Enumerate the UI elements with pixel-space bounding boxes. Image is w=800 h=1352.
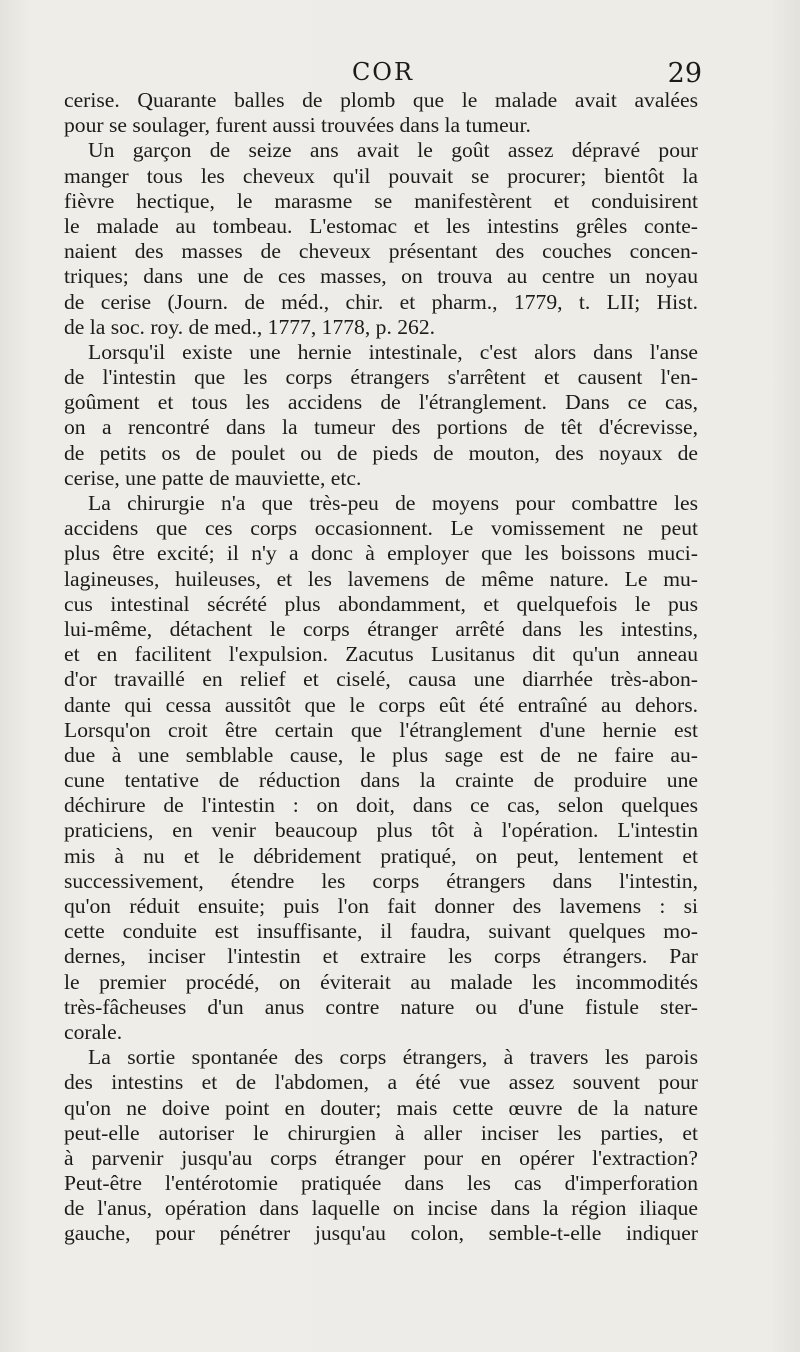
text-line: naient des masses de cheveux présentant des couches concen- [64, 239, 698, 264]
text-line: triques; dans une de ces masses, on trouva au centre un noyau [64, 264, 698, 289]
text-line: successivement, étendre les corps étrangers dans l'intestin, [64, 868, 698, 893]
text-line: lui-même, détachent le corps étranger arrêté dans les intestins, [64, 616, 698, 641]
text-line: Lorsqu'il existe une hernie intestinale, c'est alors dans l'anse [88, 339, 698, 364]
text-line: peut-elle autoriser le chirurgien à aller inciser les parties, et [64, 1120, 698, 1145]
text-line: mis à nu et le débridement pratiqué, on peut, lentement et [64, 843, 698, 868]
text-line: accidens que ces corps occasionnent. Le vomissement ne peut [64, 516, 698, 541]
text-line: fièvre hectique, le marasme se manifestèrent et conduisirent [64, 188, 698, 213]
text-line: très-fâcheuses d'un anus contre nature ou d'une fistule ster- [64, 994, 698, 1019]
body-text [64, 88, 698, 1247]
page-header [64, 58, 702, 92]
text-line: praticiens, en venir beaucoup plus tôt à l'opération. L'intestin [64, 818, 698, 843]
text-line: gauche, pour pénétrer jusqu'au colon, semble-t-elle indiquer [64, 1221, 698, 1246]
text-line: de la soc. roy. de med., 1777, 1778, p. 262. [64, 314, 436, 339]
text-line: cette conduite est insuffisante, il faudra, suivant quelques mo- [64, 919, 698, 944]
text-line: de l'anus, opération dans laquelle on incise dans la région iliaque [64, 1196, 698, 1221]
text-line: due à une semblable cause, le plus sage est de ne faire au- [64, 742, 698, 767]
text-line: Lorsqu'on croit être certain que l'étranglement d'une hernie est [64, 717, 698, 742]
text-line: qu'on réduit ensuite; puis l'on fait donner des lavemens : si [64, 894, 698, 918]
text-line: des intestins et de l'abdomen, a été vue assez souvent pour [64, 1070, 698, 1095]
text-line: cerise. Quarante balles de plomb que le malade avait avalées [64, 88, 698, 112]
text-line: goûment et tous les accidens de l'étranglement. Dans ce cas, [64, 390, 698, 415]
text-line: dante qui cessa aussitôt que le corps eût été entraîné au dehors. [64, 692, 698, 717]
text-line: à parvenir jusqu'au corps étranger pour en opérer l'extraction? [64, 1145, 698, 1170]
text-line: La chirurgie n'a que très-peu de moyens pour combattre les [88, 491, 698, 515]
text-line: de petits os de poulet ou de pieds de mouton, des noyaux de [64, 440, 698, 465]
text-line: on a rencontré dans la tumeur des portions de têt d'écrevisse, [64, 415, 698, 440]
text-line: le malade au tombeau. L'estomac et les intestins grêles conte- [64, 213, 698, 238]
text-line: cune tentative de réduction dans la crainte de produire une [64, 768, 698, 793]
page-number: 29 [667, 58, 702, 89]
text-line: pour se soulager, furent aussi trouvées dans la tumeur. [64, 113, 531, 138]
text-line: qu'on ne doive point en douter; mais cette œuvre de la nature [64, 1095, 698, 1120]
text-line: Peut-être l'entérotomie pratiquée dans les cas d'imperforation [64, 1171, 698, 1196]
text-line: de cerise (Journ. de méd., chir. et pharm., 1779, t. LII; Hist. [64, 289, 698, 314]
text-line: cerise, une patte de mauviette, etc. [64, 465, 362, 490]
text-line: d'or travaillé en relief et ciselé, causa une diarrhée très-abon- [64, 667, 698, 692]
text-line: La sortie spontanée des corps étrangers, à travers les parois [88, 1045, 698, 1070]
text-line: Un garçon de seize ans avait le goût assez dépravé pour [88, 138, 698, 163]
text-line: et en facilitent l'expulsion. Zacutus Lusitanus dit qu'un anneau [64, 642, 698, 667]
text-line: déchirure de l'intestin : on doit, dans ce cas, selon quelques [64, 793, 698, 818]
text-line: cus intestinal sécrété plus abondamment, et quelquefois le pus [64, 591, 698, 616]
text-line: corale. [64, 1019, 123, 1044]
text-line: de l'intestin que les corps étrangers s'arrêtent et causent l'en- [64, 365, 698, 390]
text-line: le premier procédé, on éviterait au malade les incommodités [64, 969, 698, 994]
running-title: COR [351, 58, 415, 86]
text-line: manger tous les cheveux qu'il pouvait se procurer; bientôt la [64, 163, 698, 188]
text-line: lagineuses, huileuses, et les lavemens de même nature. Le mu- [64, 566, 698, 591]
text-line: dernes, inciser l'intestin et extraire les corps étrangers. Par [64, 944, 698, 969]
text-line: plus être excité; il n'y a donc à employer que les boissons muci- [64, 541, 698, 566]
